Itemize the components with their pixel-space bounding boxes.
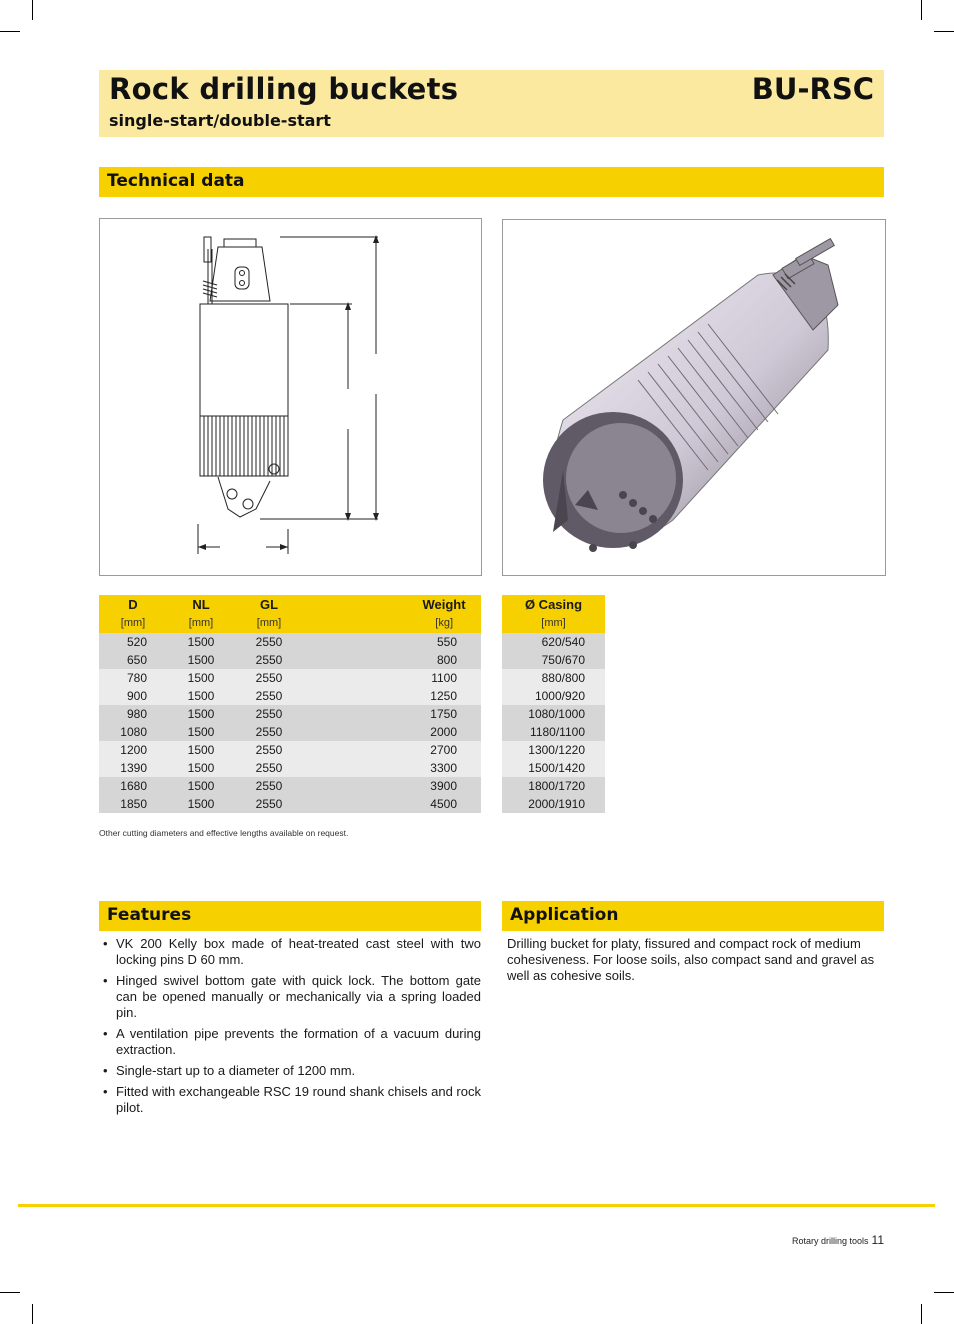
technical-data-table [99, 595, 481, 813]
table-row [99, 777, 481, 795]
table-cell: 2550 [235, 687, 303, 705]
table-cell: 1500 [167, 723, 235, 741]
table-cell: 1500/1420 [502, 759, 605, 777]
table-cell: 2550 [235, 633, 303, 651]
table-cell: 3900 [407, 777, 481, 795]
table-cell: 880/800 [502, 669, 605, 687]
table-cell [303, 633, 407, 651]
table-row [99, 687, 481, 705]
table-cell: 1500 [167, 633, 235, 651]
table-cell: 4500 [407, 795, 481, 813]
technical-drawing [99, 218, 482, 576]
crop-mark [0, 31, 20, 32]
list-item: • Hinged swivel bottom gate with quick lock. The bottom gate can be opened manually or mechanically via a spring loaded pin. [99, 973, 481, 1021]
table-row [502, 777, 605, 795]
table-cell: 900 [99, 687, 167, 705]
table-cell [303, 759, 407, 777]
title-band [99, 70, 884, 137]
table-cell: 2550 [235, 705, 303, 723]
section-title: Features [107, 905, 192, 925]
page-subtitle: single-start/double-start [109, 111, 331, 130]
table-cell: 3300 [407, 759, 481, 777]
table-row [99, 759, 481, 777]
crop-mark [921, 1304, 922, 1324]
table-row [502, 633, 605, 651]
page-title: Rock drilling buckets [109, 72, 459, 106]
product-code: BU-RSC [751, 72, 874, 106]
table-cell: 1500 [167, 759, 235, 777]
bucket-rendering [502, 219, 886, 576]
table-row [99, 795, 481, 813]
table-cell: 980 [99, 705, 167, 723]
crop-mark [921, 0, 922, 20]
crop-mark [32, 1304, 33, 1324]
table-cell: 1390 [99, 759, 167, 777]
table-cell: 1250 [407, 687, 481, 705]
list-item: • Fitted with exchangeable RSC 19 round shank chisels and rock pilot. [99, 1084, 481, 1116]
unit-cell [303, 613, 407, 633]
page-number: 11 [871, 1233, 884, 1247]
table-cell: 650 [99, 651, 167, 669]
table-cell [303, 687, 407, 705]
table-row [99, 633, 481, 651]
table-row [502, 741, 605, 759]
table-row [502, 759, 605, 777]
technical-data-heading [99, 167, 884, 197]
table-cell [303, 669, 407, 687]
col-header-nl: NL [167, 595, 235, 613]
table-cell: 1500 [167, 777, 235, 795]
col-header-casing: Ø Casing [502, 595, 605, 613]
table-cell: 1200 [99, 741, 167, 759]
rendering-svg [503, 220, 885, 575]
table-cell: 1750 [407, 705, 481, 723]
table-cell: 1850 [99, 795, 167, 813]
table-units-row [502, 613, 605, 633]
casing-table [502, 595, 605, 813]
table-cell [303, 723, 407, 741]
table-row [502, 705, 605, 723]
list-item: • VK 200 Kelly box made of heat-treated cast steel with two locking pins D 60 mm. [99, 936, 481, 968]
table-cell [303, 795, 407, 813]
drawing-svg [100, 219, 481, 575]
unit-cell: [kg] [407, 613, 481, 633]
table-body [502, 633, 605, 813]
table-cell: 1500 [167, 669, 235, 687]
table-cell: 1080 [99, 723, 167, 741]
footer-rule [18, 1204, 935, 1207]
table-row [99, 705, 481, 723]
table-row [99, 741, 481, 759]
table-cell [303, 705, 407, 723]
table-units-row [99, 613, 481, 633]
crop-mark [934, 31, 954, 32]
table-row [99, 669, 481, 687]
list-item: • Single-start up to a diameter of 1200 mm. [99, 1063, 481, 1079]
table-cell: 550 [407, 633, 481, 651]
section-title: Technical data [107, 171, 245, 191]
table-row [502, 795, 605, 813]
col-header-d: D [99, 595, 167, 613]
table-row [99, 723, 481, 741]
table-cell: 1800/1720 [502, 777, 605, 795]
table-cell: 1100 [407, 669, 481, 687]
col-header-blank [303, 595, 407, 613]
table-cell: 1300/1220 [502, 741, 605, 759]
table-cell [303, 777, 407, 795]
table-cell: 620/540 [502, 633, 605, 651]
table-cell: 2550 [235, 759, 303, 777]
crop-mark [934, 1292, 954, 1293]
col-header-gl: GL [235, 595, 303, 613]
unit-cell: [mm] [167, 613, 235, 633]
table-cell: 1500 [167, 705, 235, 723]
table-cell: 1000/920 [502, 687, 605, 705]
table-cell: 1180/1100 [502, 723, 605, 741]
crop-mark [0, 1292, 20, 1293]
table-cell: 2550 [235, 795, 303, 813]
unit-cell: [mm] [99, 613, 167, 633]
table-cell: 800 [407, 651, 481, 669]
table-cell: 2550 [235, 741, 303, 759]
table-cell: 780 [99, 669, 167, 687]
section-title: Application [510, 905, 619, 925]
table-cell: 1500 [167, 687, 235, 705]
table-cell: 2000/1910 [502, 795, 605, 813]
table-header-row [99, 595, 481, 613]
unit-cell: [mm] [235, 613, 303, 633]
table-cell: 2550 [235, 777, 303, 795]
table-cell: 2700 [407, 741, 481, 759]
table-header-row [502, 595, 605, 613]
table-cell: 2550 [235, 651, 303, 669]
table-cell: 2550 [235, 723, 303, 741]
footer-label: Rotary drilling tools [792, 1236, 869, 1246]
table-row [99, 651, 481, 669]
table-row [502, 669, 605, 687]
table-cell: 1080/1000 [502, 705, 605, 723]
table-cell [303, 651, 407, 669]
table-cell: 2550 [235, 669, 303, 687]
table-cell: 520 [99, 633, 167, 651]
table-cell: 2000 [407, 723, 481, 741]
table-body [99, 633, 481, 813]
table-row [502, 651, 605, 669]
table-cell: 1500 [167, 795, 235, 813]
table-cell: 1680 [99, 777, 167, 795]
table-cell: 750/670 [502, 651, 605, 669]
table-cell: 1500 [167, 651, 235, 669]
crop-mark [32, 0, 33, 20]
features-heading [99, 901, 481, 931]
application-text: Drilling bucket for platy, fissured and compact rock of medium cohesiveness. For loose soils, also compact sand and gravel as well as cohesive soils. [507, 936, 875, 983]
table-footnote: Other cutting diameters and effective lengths available on request. [99, 828, 349, 838]
table-row [502, 723, 605, 741]
col-header-weight: Weight [407, 595, 481, 613]
table-row [502, 687, 605, 705]
application-heading [502, 901, 884, 931]
table-cell: 1500 [167, 741, 235, 759]
unit-cell: [mm] [502, 613, 605, 633]
features-list [99, 936, 481, 1121]
footer [792, 1233, 884, 1247]
table-cell [303, 741, 407, 759]
list-item: • A ventilation pipe prevents the formation of a vacuum during extraction. [99, 1026, 481, 1058]
